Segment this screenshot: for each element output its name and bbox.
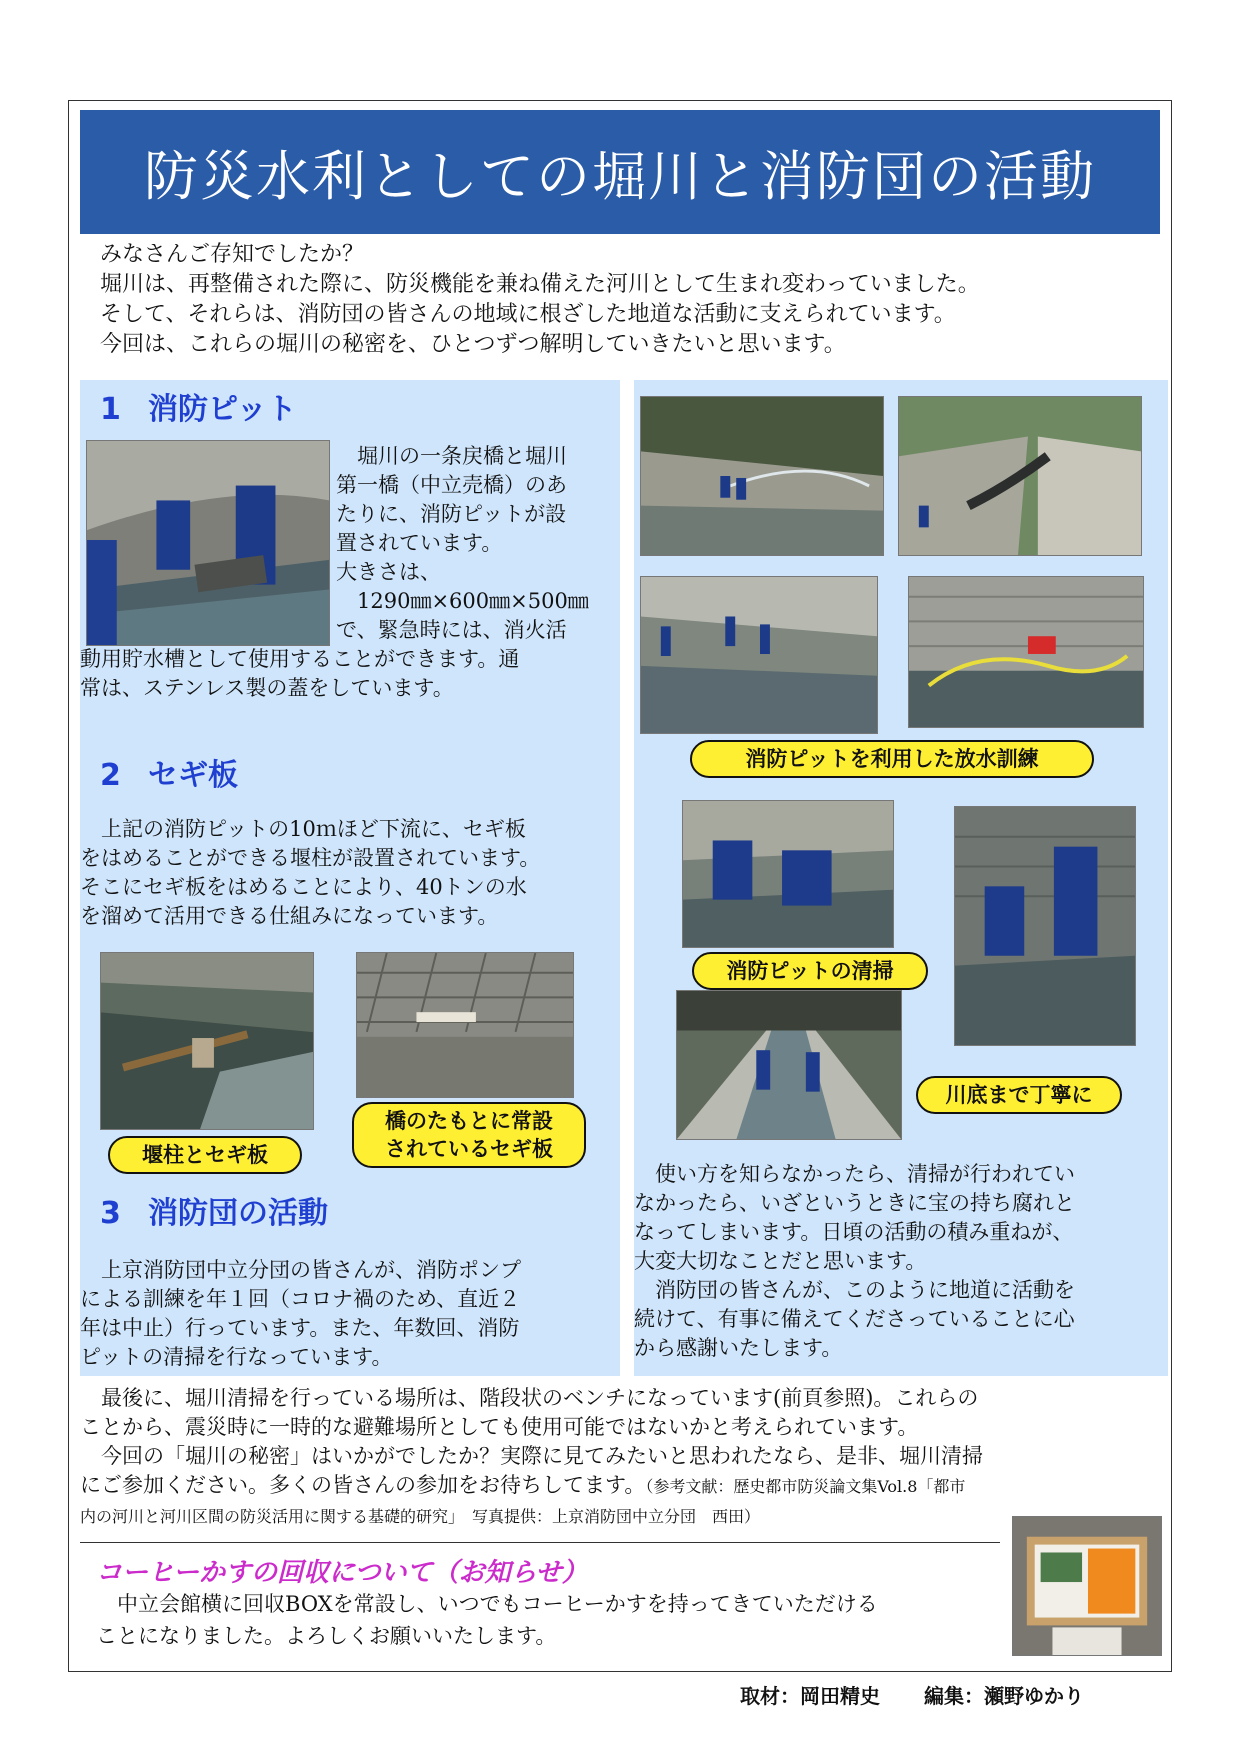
editor-credit: 編集：瀬野ゆかり (924, 1684, 1084, 1708)
closing-text (80, 1384, 1170, 1531)
section-2-heading (100, 750, 238, 794)
section-1-full-text: 動用貯水槽として使用することができます。通 常は、ステンレス製の蓋をしています。 (80, 647, 520, 700)
reporter-credit: 取材：岡田精史 (740, 1684, 880, 1708)
intro-line: みなさんご存知でしたか？ (100, 242, 365, 267)
divider (80, 1542, 1000, 1543)
intro-line: 堀川は、再整備された際に、防災機能を兼ね備えた河川として生まれ変わっていました。 (100, 272, 980, 297)
caption-bridge-weir: 橋のたもとに常設 されているセギ板 (352, 1102, 586, 1168)
intro-text (100, 240, 1160, 360)
notice-heading: コーヒーかすの回収について（お知らせ） (96, 1558, 588, 1588)
intro-line: 今回は、これらの堀川の秘密を、ひとつずつ解明していきたいと思います。 (100, 332, 846, 357)
photo-training-stairs (898, 396, 1142, 556)
right-column-text: 使い方を知らなかったら、清掃が行われてい なかったら、いざというときに宝の持ち腐れと なってしまいます。日頃の活動の積み重ねが、 大変大切なことだと思います。 消防団の皆さんが、このように地道に活動を 続けて、有事に備えてくださっていることに心 から感謝いたします。 (634, 1162, 1075, 1360)
reference-line-2: 内の河川と河川区間の防災活用に関する基礎的研究」 写真提供：上京消防団中立分団 西田） (80, 1507, 761, 1526)
section-title: 消防ピット (148, 392, 297, 427)
section-number: 2 (100, 758, 121, 793)
reference-line-1: （参考文献：歴史都市防災論文集Vol.8「都市 (645, 1477, 966, 1496)
section-1-heading (100, 384, 297, 428)
photo-pump-hose (908, 576, 1144, 728)
photo-coffee-box (1012, 1516, 1162, 1656)
photo-pit-workers (86, 440, 330, 646)
photo-pit-cleaning-two (954, 806, 1136, 1046)
photo-weir-pillar (100, 952, 314, 1130)
caption-riverbed: 川底まで丁寧に (916, 1076, 1122, 1114)
page-title: 防災水利としての堀川と消防団の活動 (80, 110, 1160, 234)
section-title: 消防団の活動 (148, 1196, 328, 1231)
section-number: 3 (100, 1196, 121, 1231)
section-number: 1 (100, 392, 121, 427)
photo-riverbed-cleaning (676, 990, 902, 1140)
section-3-text: 上京消防団中立分団の皆さんが、消防ポンプ による訓練を年１回（コロナ禍のため、直近２ 年は中止）行っています。また、年数回、消防 ピットの清掃を行なっています。 (80, 1258, 521, 1369)
caption-cleaning: 消防ピットの清掃 (692, 952, 928, 990)
closing-paragraph: 最後に、堀川清掃を行っている場所は、階段状のベンチになっています(前頁参照)。これらの ことから、震災時に一時的な避難場所としても使用可能ではないかと考えられています。 今回の「堀川の秘密」はいかがでしたか？実際に見てみたいと思われたなら、是非、堀川清掃 にご参加ください。多くの皆さんの参加をお待ちしてます。 (80, 1386, 983, 1497)
section-3-heading (100, 1188, 328, 1232)
intro-line: そして、それらは、消防団の皆さんの地域に根ざした地道な活動に支えられています。 (100, 302, 956, 327)
photo-bridge-weir-board (356, 952, 574, 1098)
credits (740, 1680, 1128, 1709)
notice-body: 中立会館横に回収BOXを常設し、いつでもコーヒーかすを持ってきていただける ことになりました。よろしくお願いいたします。 (96, 1592, 878, 1648)
photo-training-pump (640, 576, 878, 734)
section-1-side-text: 堀川の一条戻橋と堀川 第一橋（中立売橋）のあ たりに、消防ピットが設 置されています。 大きさは、 1290㎜×600㎜×500㎜ で、緊急時には、消火活 (336, 444, 589, 642)
photo-training-spray (640, 396, 884, 556)
section-title: セギ板 (148, 758, 238, 793)
caption-weir: 堰柱とセギ板 (108, 1136, 302, 1174)
section-2-text: 上記の消防ピットの10ｍほど下流に、セギ板 をはめることができる堰柱が設置されています。 そこにセギ板をはめることにより、40トンの水 を溜めて活用できる仕組みになっています。 (80, 817, 541, 928)
caption-training: 消防ピットを利用した放水訓練 (690, 740, 1094, 778)
photo-pit-cleaning (682, 800, 894, 948)
